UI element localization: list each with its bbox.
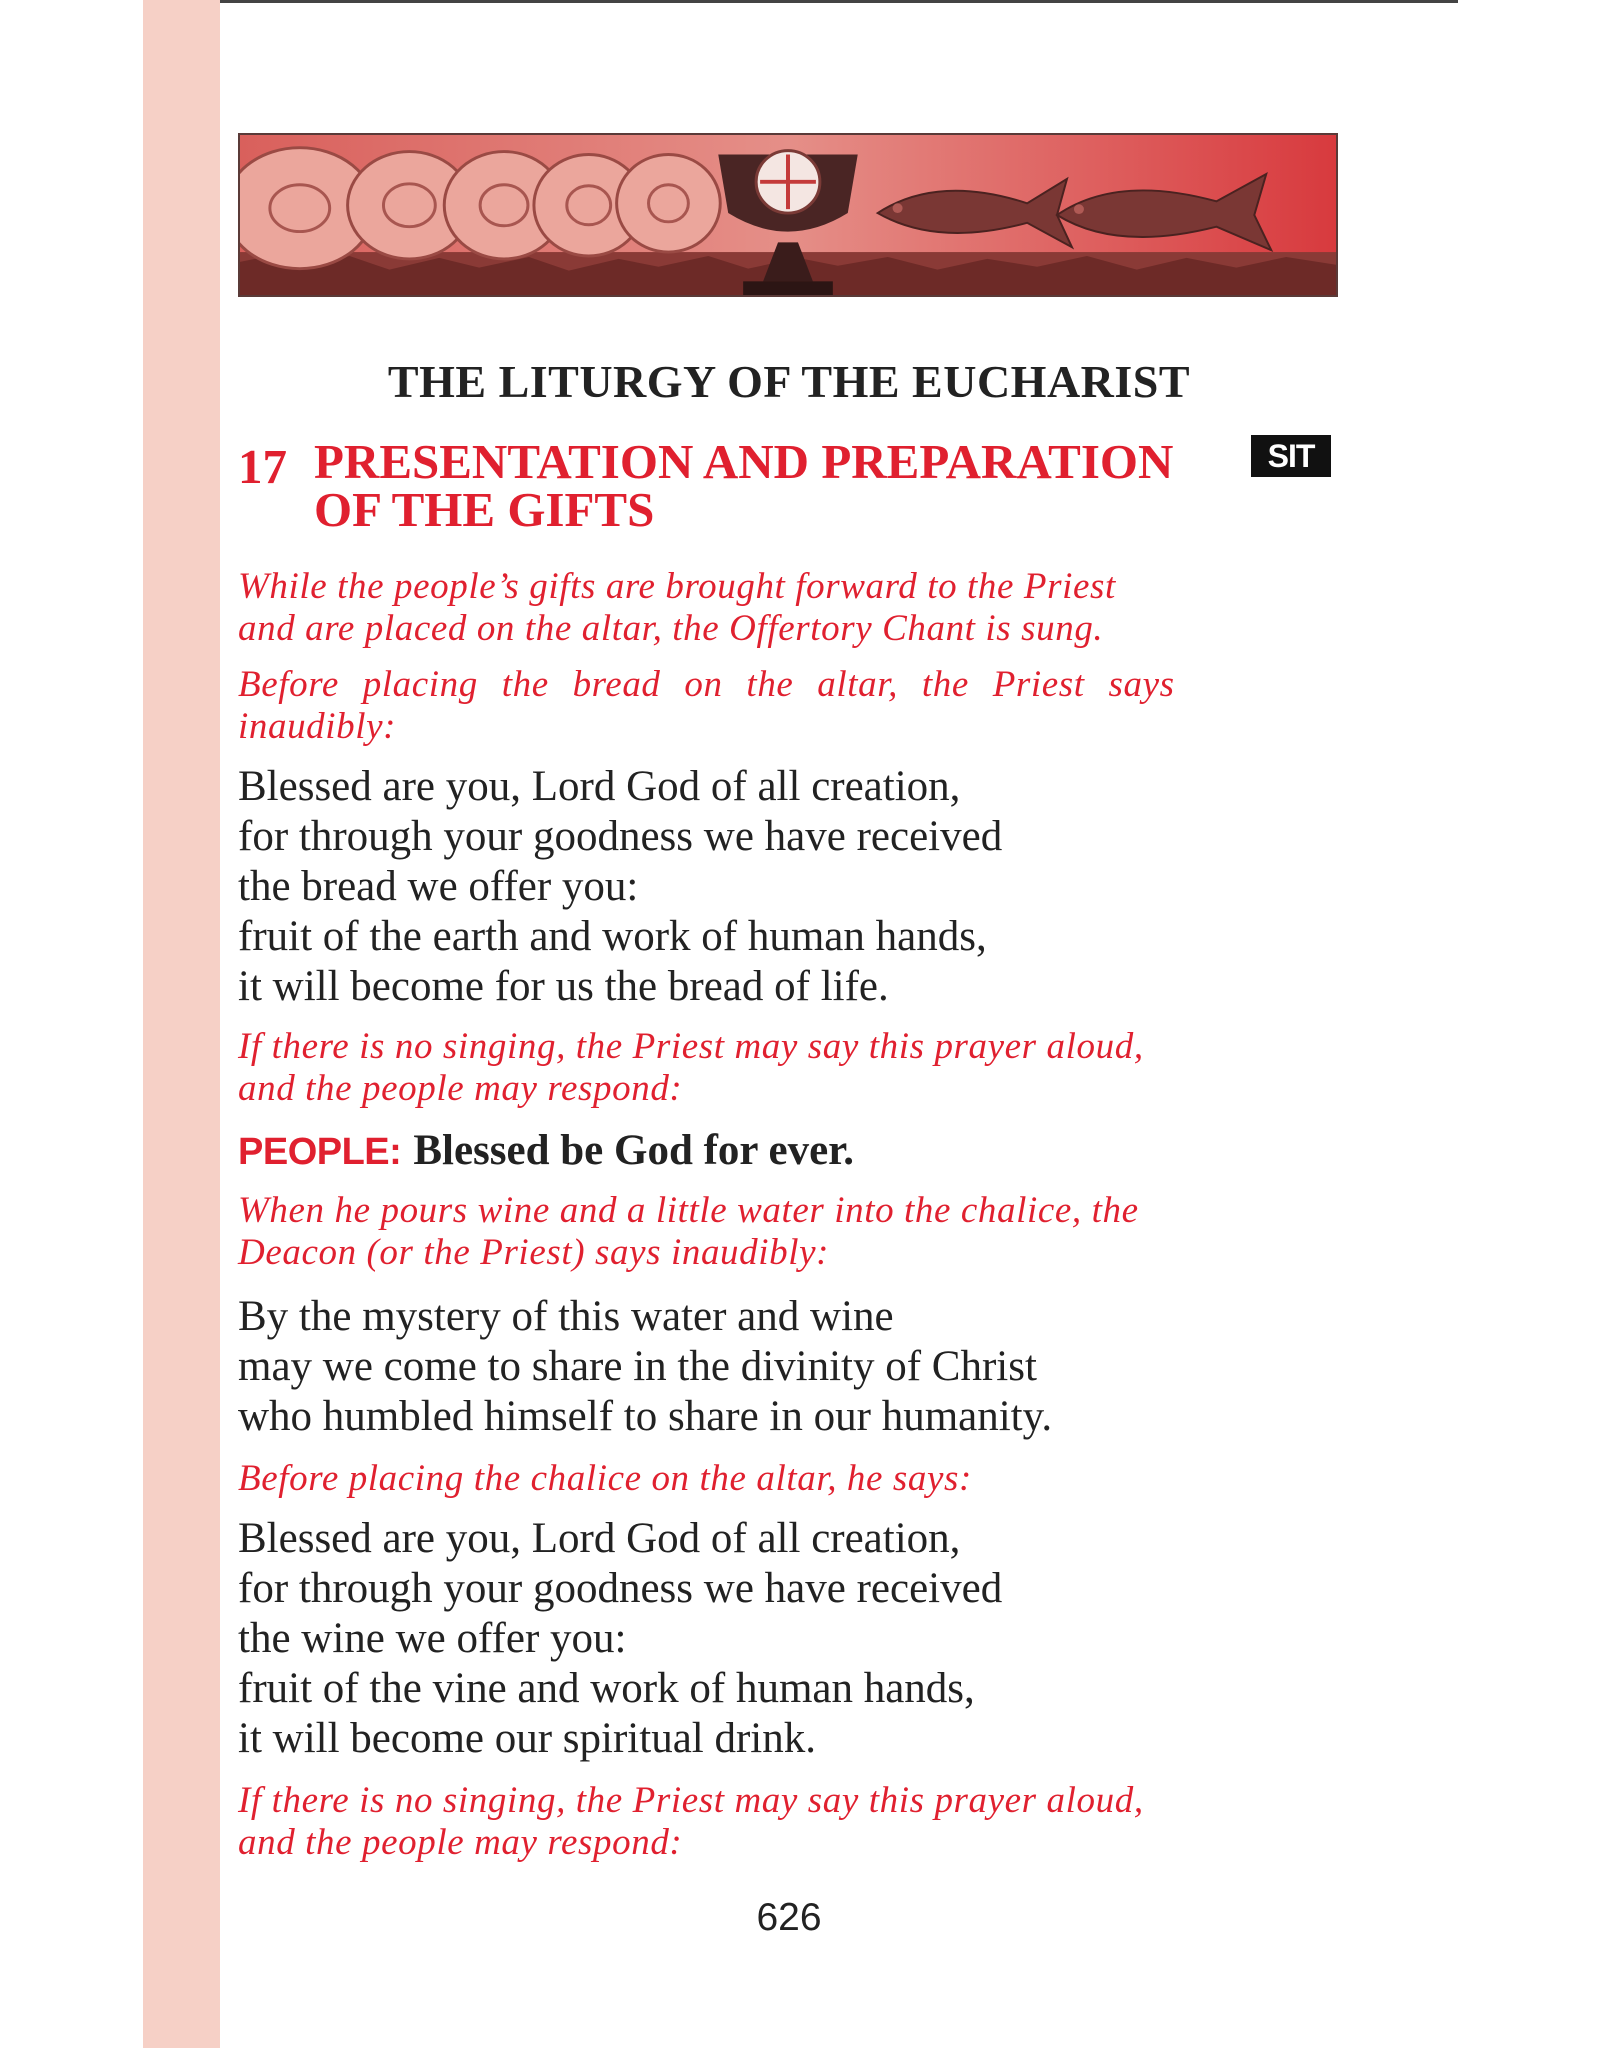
prayer-line: for through your goodness we have received (238, 1565, 1003, 1612)
side-color-strip (143, 0, 220, 2048)
prayer-line: it will become our spiritual drink. (238, 1715, 817, 1762)
prayer-line: fruit of the earth and work of human hands, (238, 913, 987, 960)
prayer-wine (238, 1514, 1340, 1764)
rubric-wine-water (238, 1190, 1340, 1274)
rubric-line: If there is no singing, the Priest may say this prayer aloud, (238, 1026, 1144, 1067)
prayer-line: the bread we offer you: (238, 863, 639, 910)
rubric-chalice (238, 1458, 1340, 1500)
section-title (314, 434, 1254, 537)
rubric-line: Before placing the bread on the altar, the Priest says (238, 664, 1175, 705)
rubric-offertory (238, 566, 1340, 650)
prayer-line: fruit of the vine and work of human hands, (238, 1665, 975, 1712)
prayer-line: for through your goodness we have received (238, 813, 1003, 860)
prayer-line: may we come to share in the divinity of Christ (238, 1343, 1037, 1390)
section-title-line2: OF THE GIFTS (314, 482, 655, 537)
section-title-line1: PRESENTATION AND PREPARATION (314, 434, 1174, 489)
rubric-line: Before placing the chalice on the altar, he says: (238, 1458, 972, 1499)
rubric-line: Deacon (or the Priest) says inaudibly: (238, 1232, 830, 1273)
prayer-water-wine (238, 1292, 1340, 1442)
bread-chalice-fish-icon (240, 135, 1336, 295)
people-response (238, 1126, 1340, 1175)
missal-page (238, 0, 1340, 2048)
rubric-line: While the people’s gifts are brought forward to the Priest (238, 566, 1116, 607)
response-label: PEOPLE: (238, 1131, 402, 1173)
page-number: 626 (756, 1896, 822, 1939)
liturgy-title: THE LITURGY OF THE EUCHARIST (387, 356, 1191, 407)
section-number: 17 (238, 439, 287, 494)
prayer-line: By the mystery of this water and wine (238, 1293, 894, 1340)
prayer-line: the wine we offer you: (238, 1615, 627, 1662)
prayer-line: Blessed are you, Lord God of all creation, (238, 1515, 961, 1562)
prayer-bread (238, 762, 1340, 1012)
rubric-line: and are placed on the altar, the Offertory Chant is sung. (238, 608, 1104, 649)
rubric-line: and the people may respond: (238, 1822, 683, 1863)
prayer-line: it will become for us the bread of life. (238, 963, 889, 1010)
rubric-bread (238, 664, 1340, 748)
rubric-no-singing-2 (238, 1780, 1340, 1864)
prayer-line: Blessed are you, Lord God of all creation, (238, 763, 961, 810)
prayer-line: who humbled himself to share in our humanity. (238, 1393, 1053, 1440)
rubric-line: inaudibly: (238, 706, 397, 747)
rubric-line: When he pours wine and a little water into the chalice, the (238, 1190, 1139, 1231)
eucharist-banner-illustration (238, 133, 1338, 297)
rubric-line: and the people may respond: (238, 1068, 683, 1109)
rubric-line: If there is no singing, the Priest may say this prayer aloud, (238, 1780, 1144, 1821)
response-text: Blessed be God for ever. (413, 1127, 855, 1174)
rubric-no-singing-1 (238, 1026, 1340, 1110)
posture-badge-sit: SIT (1251, 435, 1331, 477)
